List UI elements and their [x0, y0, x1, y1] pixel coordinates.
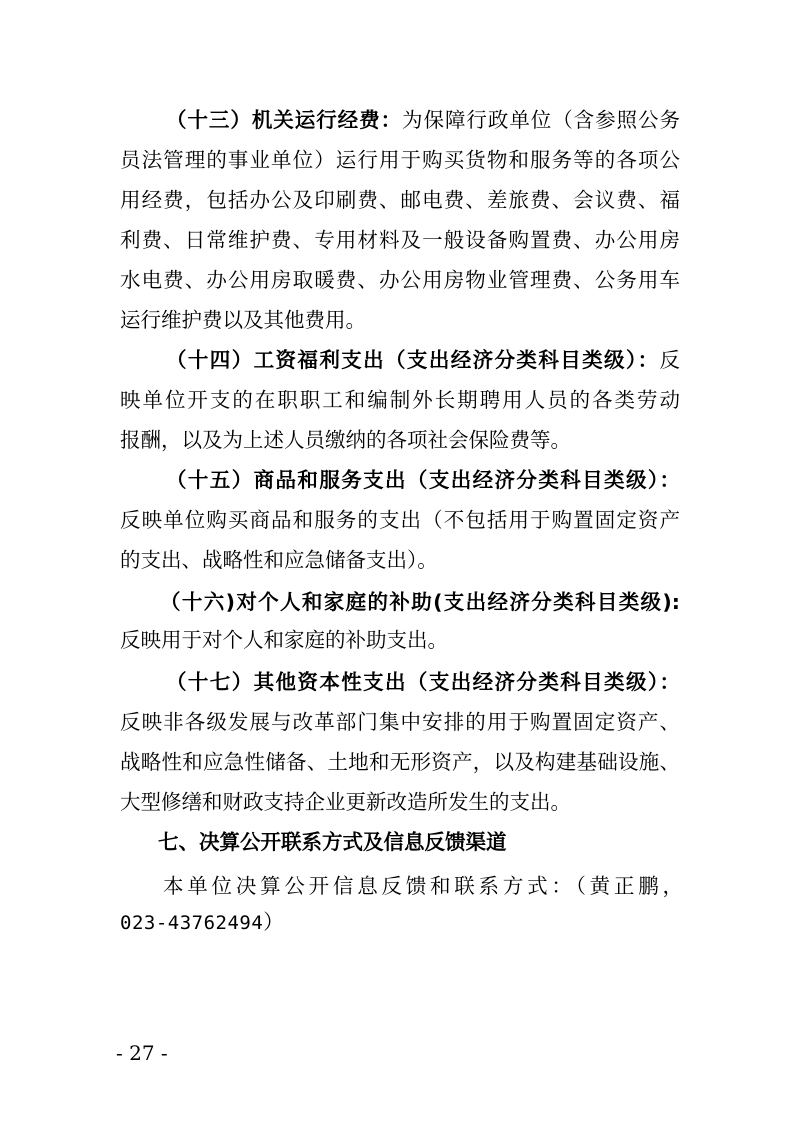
- section-14-text: 反: [659, 348, 680, 372]
- section-17-heading: （十七）其他资本性支出（支出经济分类科目类级）：: [166, 670, 680, 694]
- section-13-heading: （十三）机关运行经费：: [166, 108, 403, 132]
- section-13-text: 为保障行政单位（含参照公务: [402, 108, 681, 132]
- section-17-line-2: 战略性和应急性储备、土地和无形资产，以及构建基础设施、: [120, 750, 680, 774]
- page-number: - 27 -: [116, 1041, 168, 1065]
- section-14-line-1: [166, 342, 680, 378]
- section-17-line-1: 反映非各级发展与改革部门集中安排的用于购置固定资产、: [120, 710, 680, 734]
- section-15-heading: （十五）商品和服务支出（支出经济分类科目类级）：: [166, 468, 680, 492]
- section-7-heading: 七、决算公开联系方式及信息反馈渠道: [158, 830, 507, 854]
- section-15-line-2: 的支出、战略性和应急储备支出）。: [120, 548, 438, 572]
- section-14-line-2: 映单位开支的在职职工和编制外长期聘用人员的各类劳动: [120, 388, 680, 412]
- section-13-line-5: 水电费、办公用房取暖费、办公用房物业管理费、公务用车: [120, 268, 680, 292]
- section-17-line-3: 大型修缮和财政支持企业更新改造所发生的支出。: [120, 790, 571, 814]
- section-15-line-1: 反映单位购买商品和服务的支出（不包括用于购置固定资产: [120, 508, 680, 532]
- phone-number: 023-43762494: [120, 912, 264, 934]
- section-13-line-1: [166, 102, 680, 138]
- section-13-line-6: 运行维护费以及其他费用。: [120, 308, 366, 332]
- section-14-line-3: 报酬，以及为上述人员缴纳的各项社会保险费等。: [120, 428, 571, 452]
- section-16-heading: （十六)对个人和家庭的补助(支出经济分类科目类级):: [160, 590, 680, 614]
- section-13-line-2: 员法管理的事业单位）运行用于购买货物和服务等的各项公: [120, 148, 680, 172]
- section-14-heading: （十四）工资福利支出（支出经济分类科目类级）：: [166, 348, 660, 372]
- section-13-line-4: 利费、日常维护费、专用材料及一般设备购置费、办公用房: [120, 228, 680, 252]
- section-13-line-3: 用经费，包括办公及印刷费、邮电费、差旅费、会议费、福: [120, 188, 680, 212]
- phone-line: [120, 904, 284, 941]
- section-16-line-1: 反映用于对个人和家庭的补助支出。: [120, 628, 448, 652]
- phone-close-paren: ）: [263, 910, 284, 934]
- contact-text: 本单位决算公开信息反馈和联系方式：（黄正鹏，: [163, 874, 683, 898]
